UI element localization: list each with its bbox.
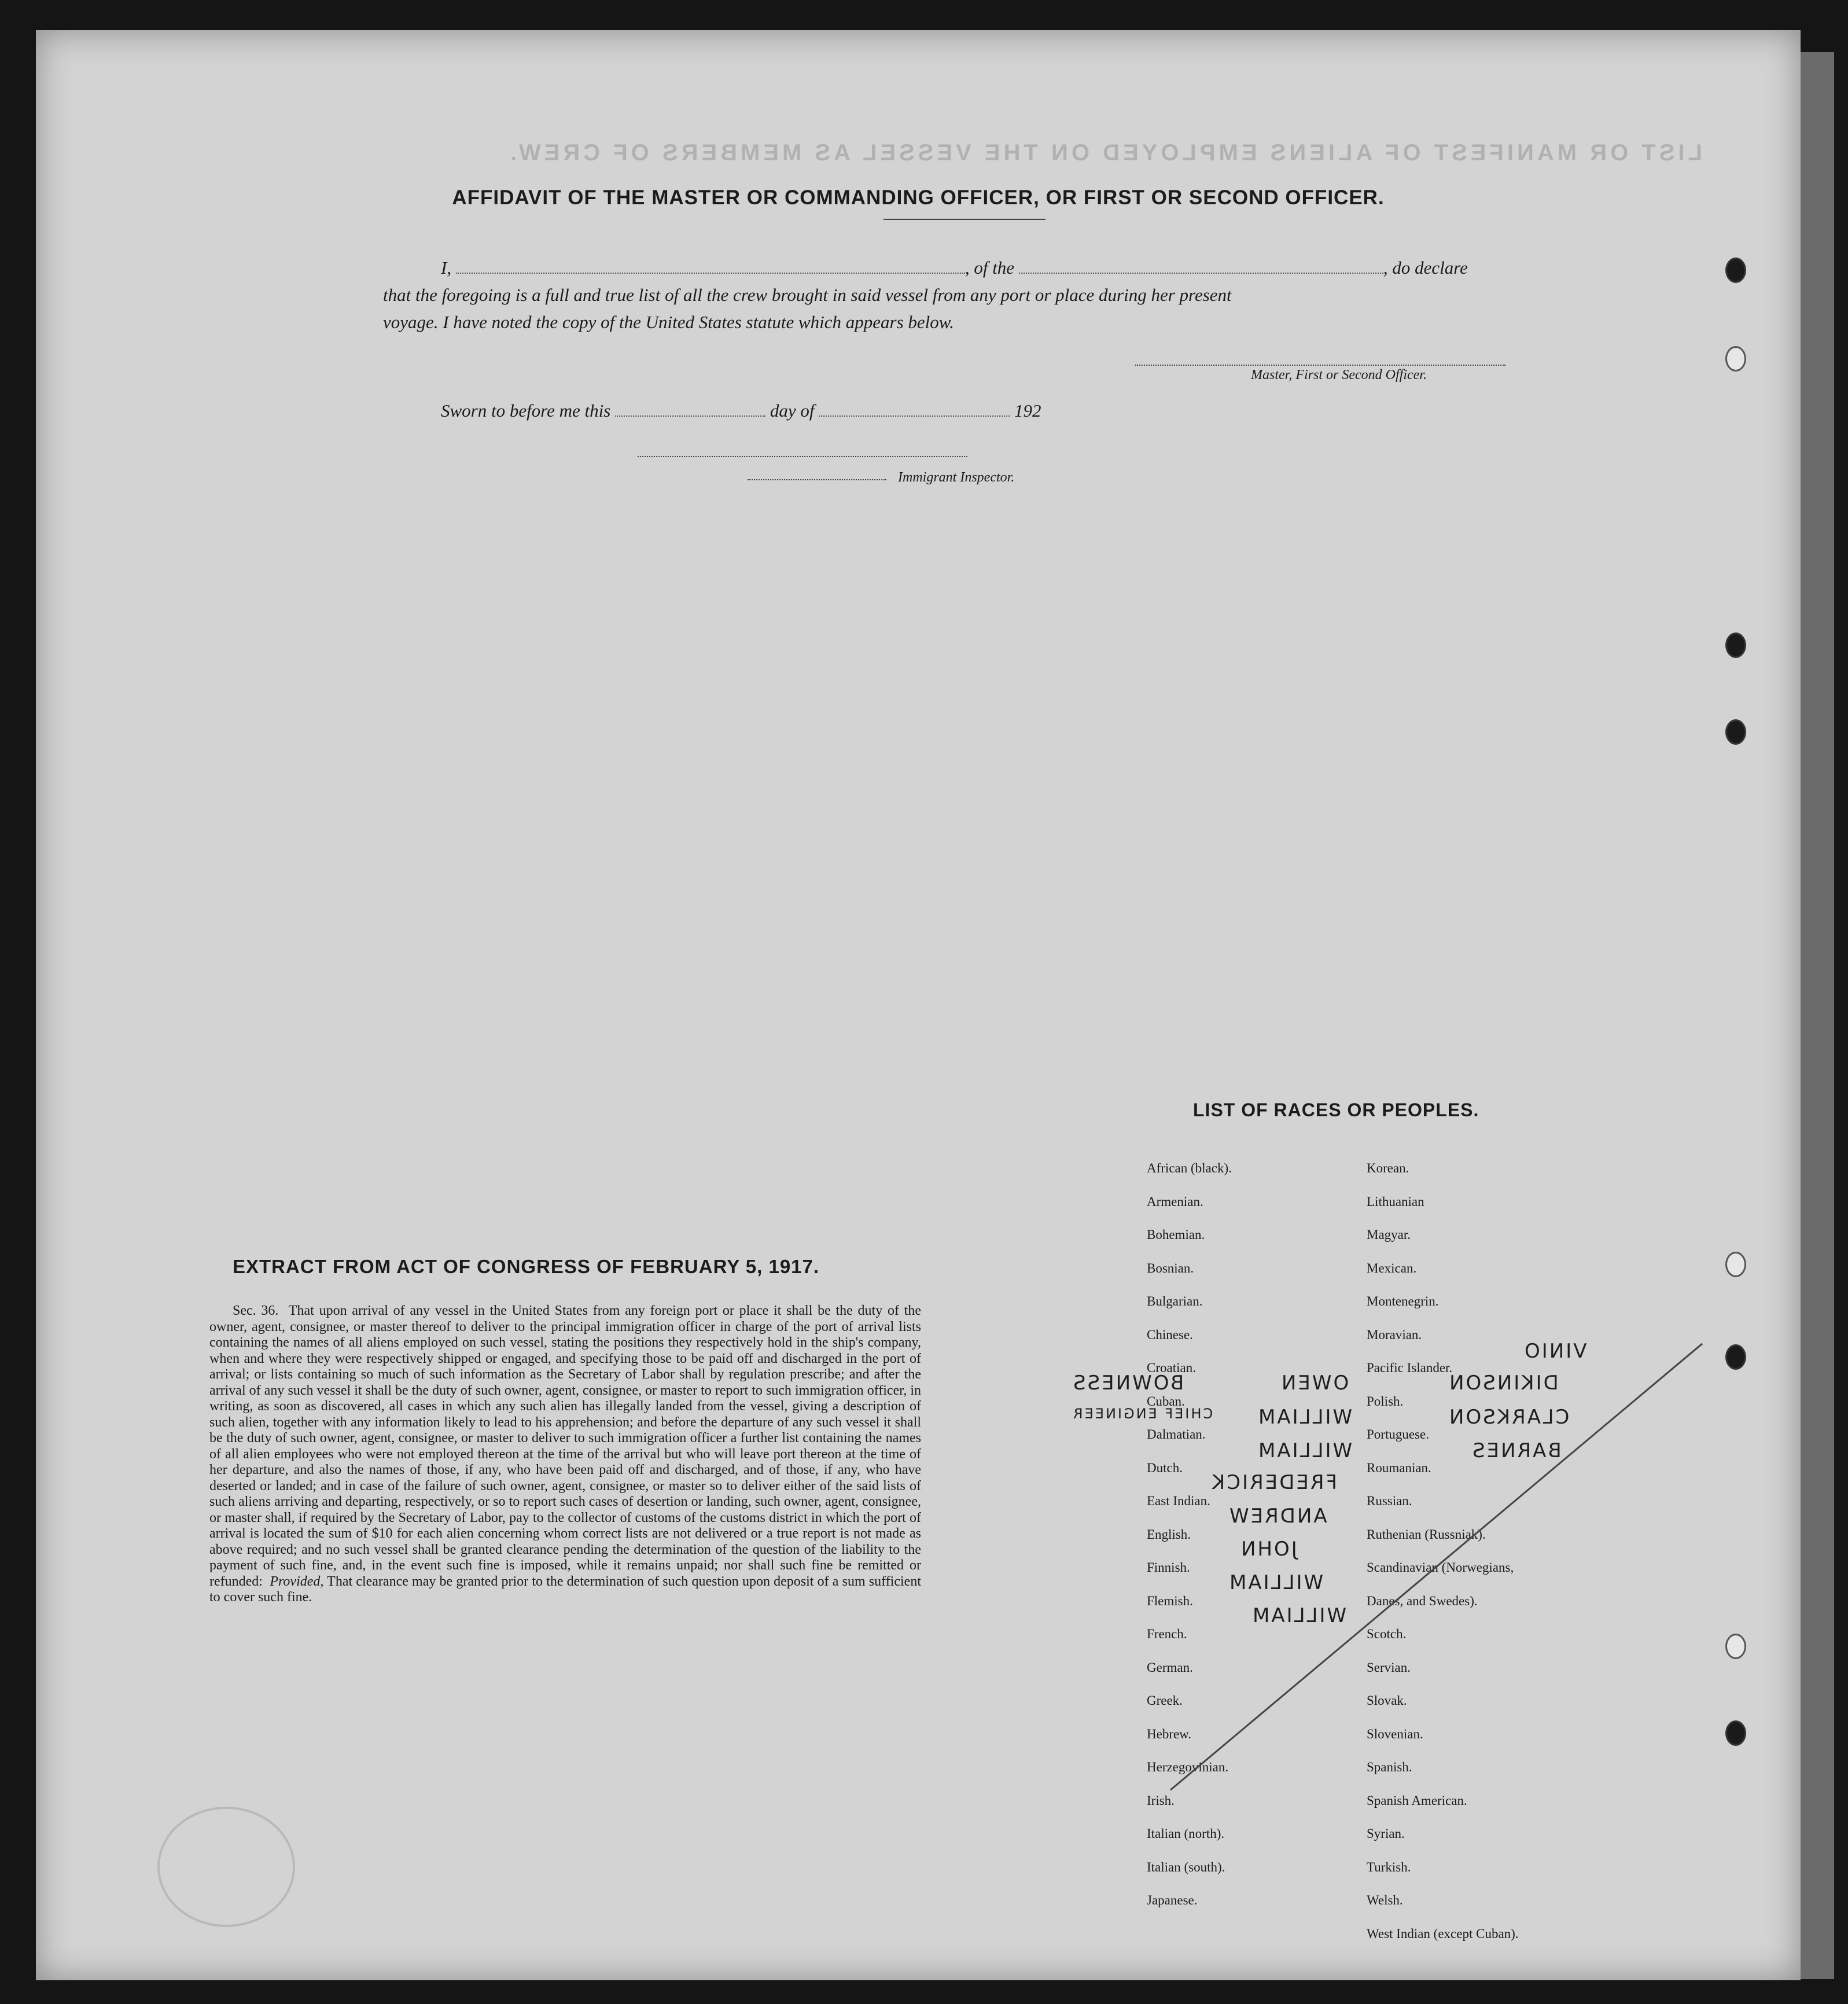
- reversed-handwriting: JOHN: [1239, 1538, 1297, 1561]
- race-item: Chinese.: [1147, 1327, 1193, 1342]
- do-declare-text: , do declare: [1383, 258, 1468, 278]
- race-item: Montenegrin.: [1367, 1294, 1439, 1308]
- race-item: Japanese.: [1147, 1893, 1198, 1907]
- provided-word: Provided,: [270, 1573, 324, 1589]
- vessel-name-blank: [1019, 272, 1383, 274]
- race-item: Spanish American.: [1367, 1793, 1467, 1808]
- sworn-day-of: day of: [770, 400, 815, 421]
- punch-hole: [1725, 1634, 1746, 1659]
- races-left-column: [1147, 1152, 1232, 1917]
- faint-stamp-impression: [157, 1807, 295, 1927]
- race-item: Magyar.: [1367, 1227, 1411, 1242]
- race-item: Italian (north).: [1147, 1826, 1225, 1841]
- reversed-handwriting: WILLIAM: [1228, 1571, 1324, 1594]
- affidavit-line-1: [441, 258, 1468, 278]
- race-item: Roumanian.: [1367, 1460, 1431, 1475]
- reversed-handwriting: ANDREW: [1228, 1505, 1327, 1528]
- inspector-signature-line: [638, 456, 967, 457]
- statute-body: That upon arrival of any vessel in the United States from any foreign port or place it shall be the duty of the owner, agent, consignee, or master thereof to deliver to the principal immigration officer in charge of the port of arrival lists containing the names of all aliens employed on such vessel, stating the positions they respectively hold in the ship's company, when and where they were respectively shipped or engaged, and specifying those to be paid off and discharged in the port of arrival; or lists containing so much of such information as the Secretary of Labor shall by regulation prescribe; and after the arrival of any such vessel it shall be the duty of such owner, agent, consignee, or master to report to such immigration officer, in writing, as soon as discovered, all cases in which any such alien has illegally landed from the vessel, giving a description of such alien, together with any information likely to lead to his apprehension; and before the departure of any such vessel it shall be the duty of such owner, agent, consignee, or master to deliver to such immigration officer a further list containing the names of all alien employees who were not employed thereon at the time of the arrival but who will leave port thereon at the time of her departure, and also the names of those, if any, who have been paid off and discharged, and of those, if any, who have deserted or landed; and in case of the failure of such owner, agent, consignee, or master so to deliver either of the said lists of such aliens arriving and departing, respectively, or so to report such cases of desertion or landing, such owner, agent, consignee, or master shall, if required by the Secretary of Labor, pay to the collector of customs of the customs district in which the port of arrival is located the sum of $10 for each alien concerning whom correct lists are not delivered or a true report is not made as above required; and no such vessel shall be granted clearance pending the determination of the question of the liability to the payment of such fine, and, in the event such fine is imposed, while it remains unpaid; nor shall such fine be remitted or refunded:: [209, 1303, 922, 1589]
- affidavit-title: AFFIDAVIT OF THE MASTER OR COMMANDING OFFICER, OR FIRST OR SECOND OFFICER.: [452, 186, 1385, 209]
- race-item: Welsh.: [1367, 1893, 1403, 1907]
- race-item: Greek.: [1147, 1693, 1183, 1708]
- reversed-handwriting: WILLIAM: [1257, 1406, 1353, 1429]
- sworn-month-blank: [819, 415, 1010, 417]
- race-item: Turkish.: [1367, 1859, 1411, 1874]
- race-item: Hebrew.: [1147, 1726, 1192, 1741]
- race-item: Italian (south).: [1147, 1859, 1225, 1874]
- race-item: Armenian.: [1147, 1194, 1203, 1209]
- race-item: Moravian.: [1367, 1327, 1422, 1342]
- race-item: Mexican.: [1367, 1260, 1417, 1275]
- punch-hole: [1725, 719, 1746, 745]
- reversed-handwriting: CLARKSON: [1448, 1406, 1570, 1429]
- inspector-dotted-lead: [748, 479, 886, 480]
- title-underline: [883, 219, 1046, 220]
- sworn-day-blank: [615, 415, 765, 417]
- statute-section-36: [209, 1303, 921, 1606]
- punch-hole: [1725, 633, 1746, 658]
- race-item: Croatian.: [1147, 1360, 1196, 1375]
- declarant-name-blank: [456, 272, 965, 274]
- reversed-handwriting: OWEN: [1280, 1371, 1349, 1395]
- race-item: Dutch.: [1147, 1460, 1183, 1475]
- race-item: Syrian.: [1367, 1826, 1405, 1841]
- race-item: French.: [1147, 1627, 1187, 1641]
- master-signature-caption: Master, First or Second Officer.: [1251, 367, 1427, 383]
- race-item: Flemish.: [1147, 1593, 1193, 1608]
- race-item: Bulgarian.: [1147, 1294, 1203, 1308]
- race-item: Scandinavian (Norwegians,: [1367, 1560, 1514, 1575]
- reversed-handwriting: BARNES: [1471, 1439, 1562, 1462]
- binding-edge: [1801, 52, 1834, 1979]
- reversed-handwriting: WILLIAM: [1251, 1604, 1347, 1627]
- affidavit-line-3: voyage. I have noted the copy of the United States statute which appears below.: [383, 312, 954, 332]
- punch-hole: [1725, 1252, 1746, 1277]
- race-item: African (black).: [1147, 1161, 1232, 1175]
- section-label: Sec. 36.: [233, 1303, 279, 1318]
- reversed-handwriting: VINIO: [1523, 1340, 1587, 1363]
- race-item: Korean.: [1367, 1161, 1409, 1175]
- punch-hole: [1725, 258, 1746, 283]
- race-item: Bosnian.: [1147, 1260, 1194, 1275]
- master-signature-line: [1135, 365, 1505, 366]
- punch-hole: [1725, 1720, 1746, 1746]
- race-item: Slovak.: [1367, 1693, 1407, 1708]
- race-item: Scotch.: [1367, 1627, 1407, 1641]
- race-item: Herzegovinian.: [1147, 1760, 1229, 1774]
- affidavit-line-2: that the foregoing is a full and true list of all the crew brought in said vessel from any port or place during her present: [383, 285, 1232, 305]
- race-item: Servian.: [1367, 1660, 1411, 1675]
- statute-closing: That clearance may be granted prior to the determination of such question upon deposit of a sum sufficient to cover such fine.: [209, 1573, 921, 1605]
- race-item: Ruthenian (Russniak).: [1367, 1527, 1486, 1542]
- race-item: German.: [1147, 1660, 1193, 1675]
- punch-hole: [1725, 346, 1746, 372]
- sworn-line: [441, 400, 1041, 421]
- sworn-year: 192: [1014, 400, 1041, 421]
- races-right-column: [1367, 1152, 1519, 1950]
- sworn-prefix: Sworn to before me this: [441, 400, 611, 421]
- reversed-handwriting: BOWNESS: [1072, 1371, 1184, 1395]
- reversed-handwriting: DIKINSON: [1448, 1371, 1559, 1395]
- extract-title: EXTRACT FROM ACT OF CONGRESS OF FEBRUARY 5, 1917.: [233, 1256, 820, 1277]
- document-page: [36, 30, 1801, 1980]
- race-item: Pacific Islander.: [1367, 1360, 1453, 1375]
- race-item: Russian.: [1367, 1494, 1412, 1508]
- race-item: West Indian (except Cuban).: [1367, 1926, 1519, 1941]
- race-item: Spanish.: [1367, 1760, 1412, 1774]
- of-the-text: , of the: [965, 258, 1015, 278]
- inspector-caption: Immigrant Inspector.: [898, 470, 1015, 485]
- race-item: Lithuanian: [1367, 1194, 1424, 1209]
- race-item: East Indian.: [1147, 1494, 1210, 1508]
- race-item: Irish.: [1147, 1793, 1175, 1808]
- race-item: Portuguese.: [1367, 1427, 1429, 1442]
- race-item: English.: [1147, 1527, 1191, 1542]
- race-item: Bohemian.: [1147, 1227, 1205, 1242]
- races-title: LIST OF RACES OR PEOPLES.: [1193, 1100, 1479, 1120]
- race-item: Finnish.: [1147, 1560, 1190, 1575]
- race-item: Polish.: [1367, 1393, 1404, 1409]
- declarant-prefix: I,: [441, 258, 452, 278]
- race-item: Dalmatian.: [1147, 1427, 1206, 1442]
- race-item: Slovenian.: [1367, 1726, 1423, 1741]
- reversed-handwriting: WILLIAM: [1257, 1439, 1353, 1462]
- reversed-handwriting: FREDERICK: [1210, 1471, 1338, 1494]
- reversed-handwriting: CHIEF ENGINEER: [1072, 1406, 1213, 1422]
- race-item: Danes, and Swedes).: [1367, 1593, 1478, 1608]
- race-item: Cuban.: [1147, 1393, 1185, 1409]
- punch-hole: [1725, 1344, 1746, 1370]
- reverse-side-bleed-through: LIST OR MANIFEST OF ALIENS EMPLOYED ON THE VESSEL AS MEMBERS OF CREW.: [507, 140, 1702, 166]
